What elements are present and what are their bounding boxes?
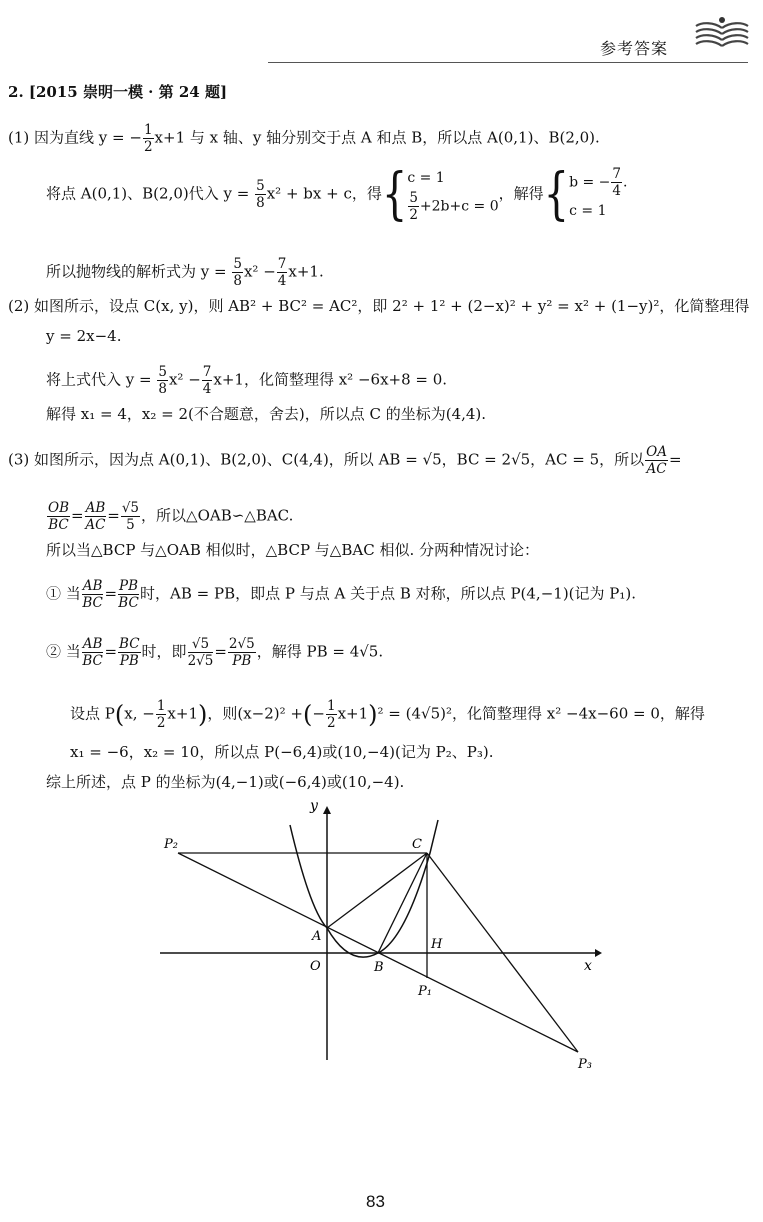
case-2: ② 当 $\frac{AB}{BC}$ = $\frac{BC}{PB}$ 时，即 $\frac{√5}{2√5}$ = $\frac{2√5}{PB}$ ，解得 PB = 4√5. xyxy=(46,636,384,669)
label-H: H xyxy=(431,937,443,952)
part2-line2: y = 2x−4. xyxy=(46,327,122,345)
frac-half: $\frac{1}{2}$ xyxy=(143,122,153,155)
part2-line1 xyxy=(8,296,749,316)
system-1: c = 1 $\frac{5}{2}$ +2b+c = 0 xyxy=(407,170,499,223)
part3-label: (3) xyxy=(8,450,30,469)
case-1: ① 当 $\frac{AB}{BC}$ = $\frac{PB}{BC}$ 时，AB = PB，即点 P 与点 A 关于点 B 对称，所以点 P(4,−1)(记为 P₁). xyxy=(46,578,637,611)
label-P1: P₁ xyxy=(418,984,432,999)
problem-heading: 2. [2015 崇明一模 · 第 24 题] xyxy=(8,83,228,101)
part1-label: (1) xyxy=(8,128,30,147)
header-title: 参考答案 xyxy=(600,39,669,58)
frac-oa-ac: $\frac{OA}{AC}$ xyxy=(646,444,667,477)
problem-number: 2 xyxy=(8,83,19,101)
part1-line2: 将点 A(0,1)、B(2,0)代入 y = $\frac{5}{8}$ x² + bx + c，得{ c = 1 $\frac{5}{2}$ +2b+c = 0 ，解得{ b = − $\frac{7}{4}$ . c = 1 xyxy=(46,162,628,227)
label-O: O xyxy=(310,959,321,974)
case-2-solution: x₁ = −6，x₂ = 10，所以点 P(−6,4)或(10,−4)(记为 P₂、P₃). xyxy=(70,743,494,761)
geometry-figure xyxy=(150,790,610,1080)
part1-l2c: ，解得 xyxy=(498,184,544,203)
page-number: 83 xyxy=(366,1192,385,1211)
label-B: B xyxy=(374,960,384,975)
part2-line4: 解得 x₁ = 4，x₂ = 2(不合题意，舍去)，所以点 C 的坐标为(4,4). xyxy=(46,405,487,423)
part1-l3b: x² − xyxy=(243,262,276,281)
system-2: b = − $\frac{7}{4}$ . c = 1 xyxy=(569,166,628,219)
x-axis-arrow-icon xyxy=(595,949,602,957)
line-A-C xyxy=(327,853,427,928)
part1-line3: 所以抛物线的解析式为 y = $\frac{5}{8}$ x² − $\frac{7}{4}$ x+1. xyxy=(46,256,324,289)
y-axis-arrow-icon xyxy=(323,806,331,814)
part1-l2a: 将点 A(0,1)、B(2,0)代入 y = xyxy=(46,184,250,203)
part1-line1 xyxy=(8,122,600,155)
label-C: C xyxy=(412,837,422,852)
part1-l3c: x+1. xyxy=(288,262,324,281)
label-x: x xyxy=(584,958,592,974)
part3-line3: 所以当△BCP 与△OAB 相似时，△BCP 与△BAC 相似. 分两种情况讨论： xyxy=(46,541,539,559)
label-A: A xyxy=(312,929,322,944)
part3-line2: $\frac{OB}{BC}$ = $\frac{AB}{AC}$ = $\frac{√5}{5}$ ，所以△OAB∽△BAC. xyxy=(48,500,294,533)
part1-l1b: x+1 与 x 轴、y 轴分别交于点 A 和点 B，所以点 A(0,1)、B(2,0). xyxy=(154,128,600,147)
header-rule xyxy=(268,62,748,63)
part3-l2: ，所以△OAB∽△BAC. xyxy=(141,506,294,525)
part3-line1: (3) 如图所示，因为点 A(0,1)、B(2,0)、C(4,4)，所以 AB = √5，BC = 2√5，AC = 5，所以 $\frac{OA}{AC}$ = xyxy=(8,444,682,477)
part1-l3a: 所以抛物线的解析式为 y = xyxy=(46,262,227,281)
case-2-setup: 设点 P(x, − $\frac{1}{2}$ x+1)，则(x−2)² +(− $\frac{1}{2}$ x+1)² = (4√5)²，化简整理得 x² −4x−60 = 0，解得 xyxy=(70,698,705,731)
conclusion: 综上所述，点 P 的坐标为(4,−1)或(−6,4)或(10,−4). xyxy=(46,773,405,791)
frac-five-eighths: $\frac{5}{8}$ xyxy=(256,178,265,211)
line-B-C xyxy=(378,853,427,953)
problem-source: [2015 崇明一模 · 第 24 题] xyxy=(28,83,228,101)
part3-l1a: 如图所示，因为点 A(0,1)、B(2,0)、C(4,4)，所以 AB = √5，BC = 2√5，AC = 5，所以 xyxy=(34,450,645,469)
label-y: y xyxy=(310,798,318,814)
label-P3: P₃ xyxy=(578,1057,592,1072)
part2-l3a: 将上式代入 y = xyxy=(46,370,152,389)
part2-l1: 如图所示，设点 C(x, y)，则 AB² + BC² = AC²，即 2² + 1² + (2−x)² + y² = x² + (1−y)²，化简整理得 xyxy=(34,297,750,315)
label-P2: P₂ xyxy=(164,837,178,852)
part1-l2b: x² + bx + c，得 xyxy=(266,184,382,203)
part2-line3: 将上式代入 y = $\frac{5}{8}$ x² − $\frac{7}{4}$ x+1，化简整理得 x² −6x+8 = 0. xyxy=(46,364,448,397)
book-logo-icon xyxy=(692,14,752,58)
part2-l3b: x² − xyxy=(168,370,201,389)
part2-label: (2) xyxy=(8,297,30,315)
part2-l3c: x+1，化简整理得 x² −6x+8 = 0. xyxy=(213,370,448,389)
part1-l1a: 因为直线 y = − xyxy=(34,128,142,147)
